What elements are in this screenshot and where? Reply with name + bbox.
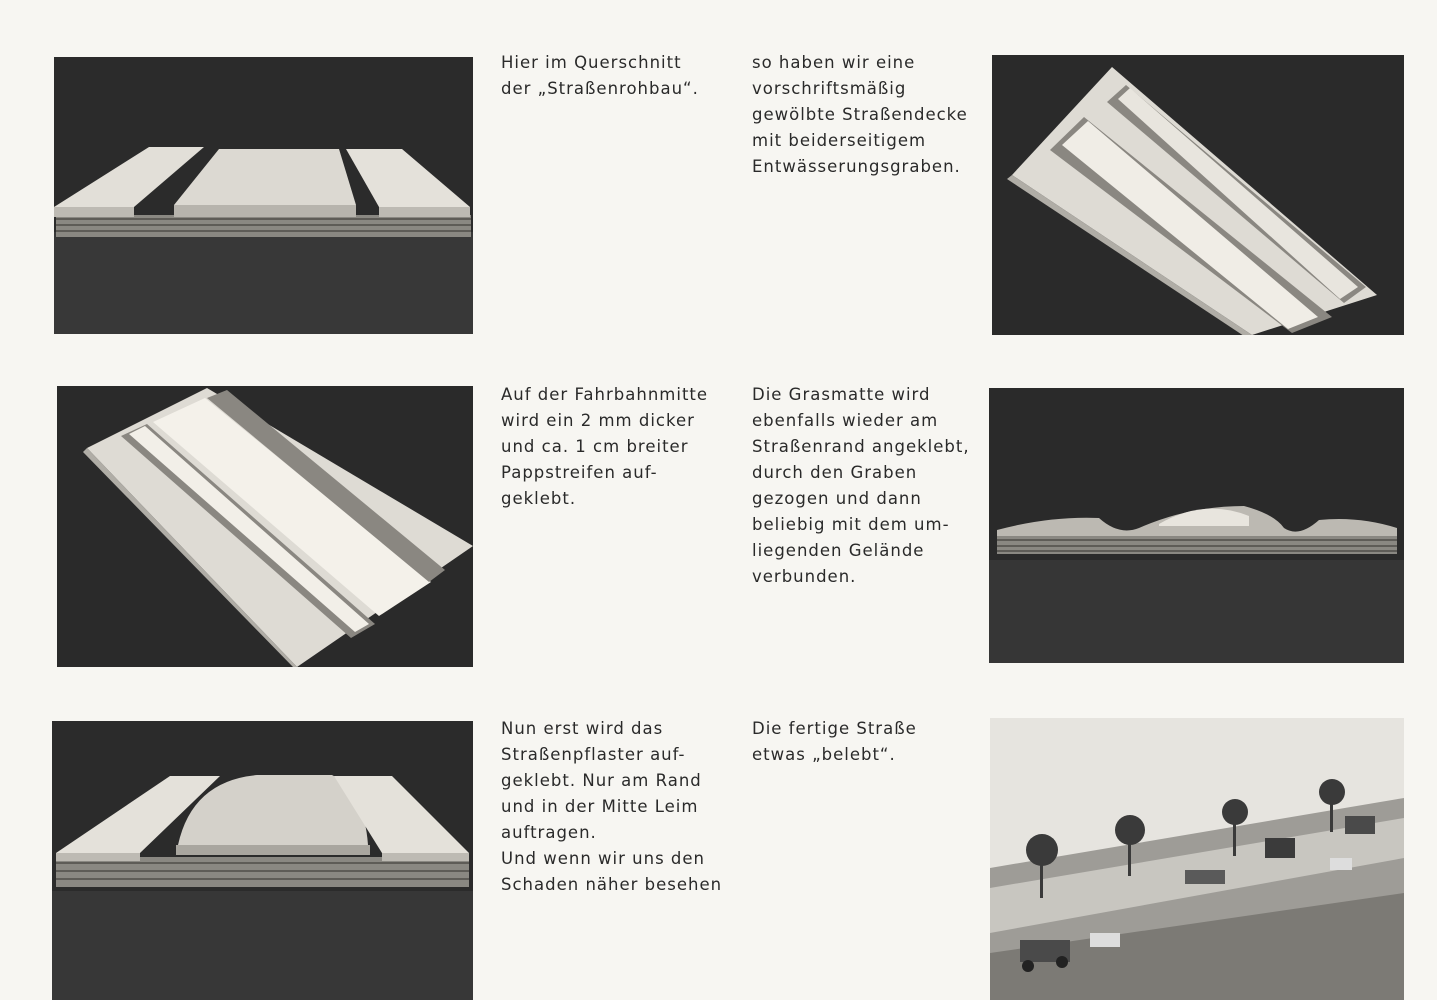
caption-line: vorschriftsmäßig <box>752 79 907 98</box>
caption-line: Auf der Fahrbahnmitte <box>501 385 709 404</box>
caption-finished-road <box>752 716 917 768</box>
caption-arched-road-surface <box>752 50 968 180</box>
caption-line: und ca. 1 cm breiter <box>501 437 689 456</box>
caption-line: Schaden näher besehen <box>501 875 723 894</box>
caption-grass-mat <box>752 382 970 590</box>
caption-line: Straßenrand angeklebt, <box>752 437 970 456</box>
caption-line: gewölbte Straßendecke <box>752 105 968 124</box>
caption-line: gezogen und dann <box>752 489 922 508</box>
caption-line: Die Grasmatte wird <box>752 385 931 404</box>
caption-line: ebenfalls wieder am <box>752 411 939 430</box>
caption-line: Pappstreifen auf- <box>501 463 658 482</box>
caption-line: Entwässerungsgraben. <box>752 157 961 176</box>
caption-line: liegenden Gelände <box>752 541 925 560</box>
grass-mat-illustration <box>989 388 1404 663</box>
caption-line: mit beiderseitigem <box>752 131 927 150</box>
photo-paved-road-cross-section <box>52 721 473 1000</box>
paved-road-illustration <box>52 721 473 1000</box>
caption-paving <box>501 716 722 898</box>
caption-line: geklebt. Nur am Rand <box>501 771 702 790</box>
caption-line: etwas „belebt“. <box>752 745 896 764</box>
diorama-illustration <box>990 718 1404 1000</box>
caption-line: beliebig mit dem um- <box>752 515 950 534</box>
caption-center-strip <box>501 382 708 512</box>
photo-arched-road-diagonal <box>992 55 1404 335</box>
caption-line: und in der Mitte Leim <box>501 797 699 816</box>
road-base-illustration <box>54 57 473 334</box>
photo-finished-road-diorama <box>990 718 1404 1000</box>
caption-line: durch den Graben <box>752 463 918 482</box>
caption-line: Straßenpflaster auf- <box>501 745 686 764</box>
caption-line: Hier im Querschnitt <box>501 53 682 72</box>
caption-line: so haben wir eine <box>752 53 916 72</box>
caption-road-base <box>501 50 699 102</box>
photo-road-base-cross-section <box>54 57 473 334</box>
caption-line: der „Straßenrohbau“. <box>501 79 699 98</box>
caption-line: auftragen. <box>501 823 597 842</box>
caption-line: Nun erst wird das <box>501 719 664 738</box>
center-strip-illustration <box>57 386 473 667</box>
caption-line: geklebt. <box>501 489 577 508</box>
photo-grass-mat-cross-section <box>989 388 1404 663</box>
caption-line: Die fertige Straße <box>752 719 917 738</box>
caption-line: Und wenn wir uns den <box>501 849 706 868</box>
caption-line: verbunden. <box>752 567 857 586</box>
photo-center-strip-diagonal <box>57 386 473 667</box>
arched-road-illustration <box>992 55 1404 335</box>
caption-line: wird ein 2 mm dicker <box>501 411 695 430</box>
